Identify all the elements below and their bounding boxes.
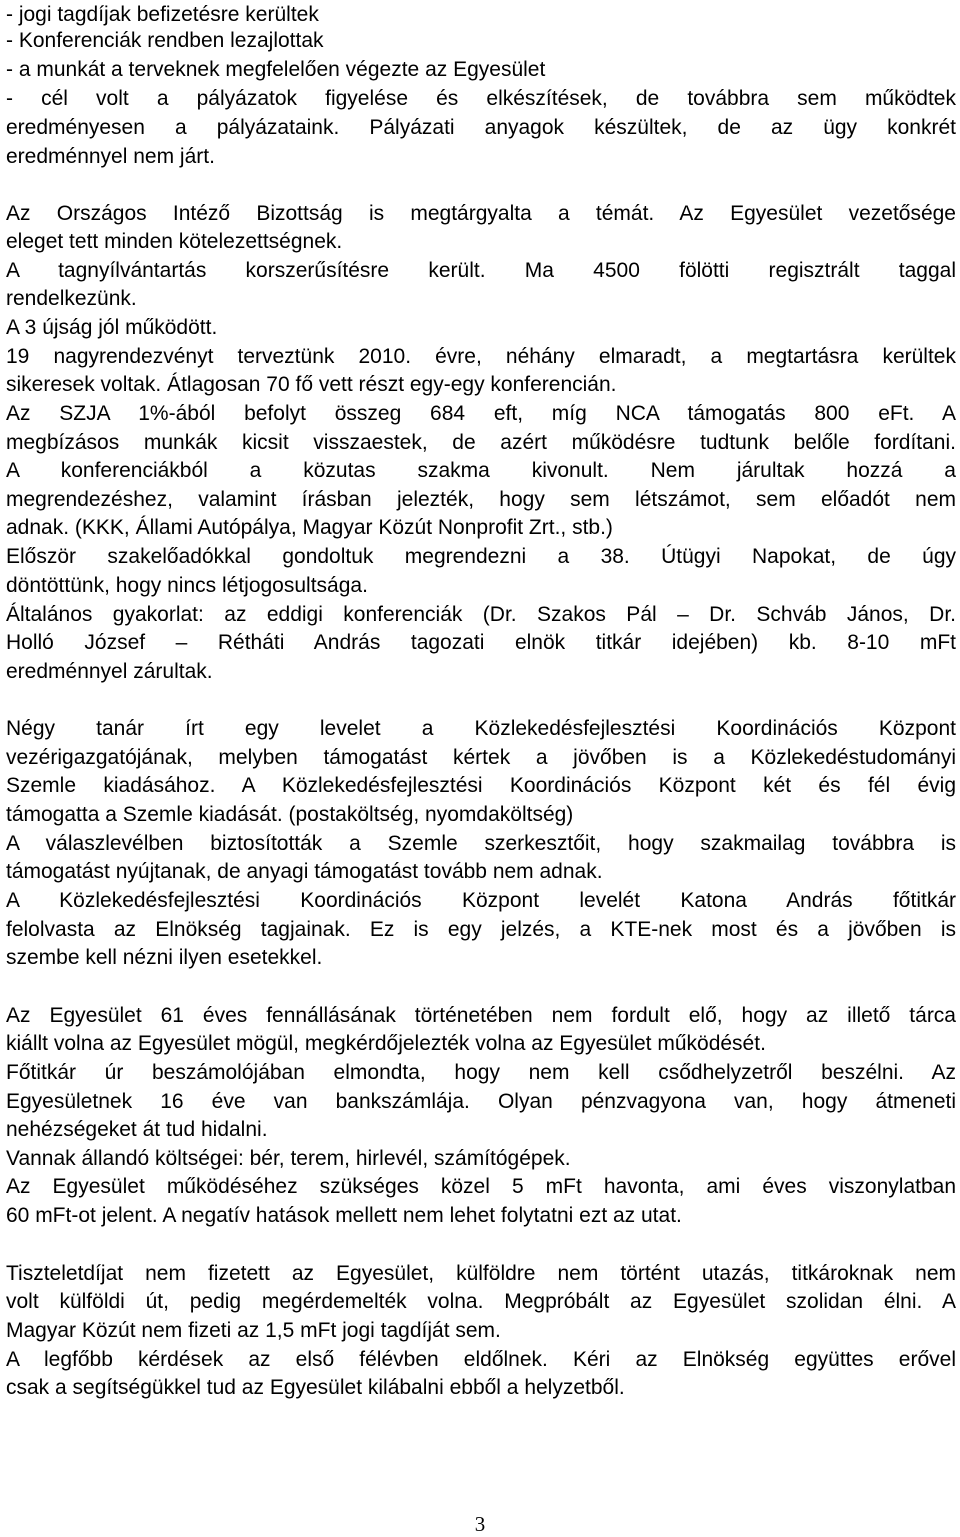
text-line: Főtitkár úr beszámolójában elmondta, hogy nem kell csődhelyzetről beszélni. Az <box>6 1061 956 1084</box>
text-line: Vannak állandó költségei: bér, terem, hirlevél, számítógépek. <box>6 1147 571 1170</box>
text-line: Holló József – Rétháti András tagozati elnök titkár idejében) kb. 8-10 mFt <box>6 631 956 654</box>
text-line: csak a segítségükkel tud az Egyesület kilábalni ebből a helyzetből. <box>6 1376 625 1399</box>
text-line: Általános gyakorlat: az eddigi konferenciák (Dr. Szakos Pál – Dr. Schváb János, Dr. <box>6 603 956 626</box>
text-line: - cél volt a pályázatok figyelése és elkészítések, de továbbra sem működtek <box>6 87 956 110</box>
text-line: megrendezéshez, valamint írásban jelezték, hogy sem létszámot, sem előadót nem <box>6 488 956 511</box>
text-line: rendelkezünk. <box>6 287 137 310</box>
text-line: Egyesületnek 16 éve van bankszámlája. Olyan pénzvagyona van, hogy átmeneti <box>6 1090 956 1113</box>
text-line: A válaszlevélben biztosították a Szemle szerkesztőit, hogy szakmailag továbbra is <box>6 832 956 855</box>
text-line: támogatást nyújtanak, de anyagi támogatást tovább nem adnak. <box>6 860 603 883</box>
page-number: 3 <box>474 1512 486 1536</box>
text-line: 19 nagyrendezvényt terveztünk 2010. évre, néhány elmaradt, a megtartásra kerültek <box>6 345 956 368</box>
text-line: A tagnyílvántartás korszerűsítésre került. Ma 4500 fölötti regisztrált taggal <box>6 259 956 282</box>
text-line: vezérigazgatójának, melyben támogatást kértek a jövőben is a Közlekedéstudományi <box>6 746 956 769</box>
text-line: A Közlekedésfejlesztési Koordinációs Központ levelét Katona András főtitkár <box>6 889 956 912</box>
text-line: nehézségeket át tud hidalni. <box>6 1118 268 1141</box>
text-line: adnak. (KKK, Állami Autópálya, Magyar Közút Nonprofit Zrt., stb.) <box>6 516 613 539</box>
text-line: - a munkát a terveknek megfelelően végezte az Egyesület <box>6 58 546 81</box>
text-line: Szemle kiadásához. A Közlekedésfejlesztési Koordinációs Központ két és fél évig <box>6 774 956 797</box>
text-line: eredménnyel zárultak. <box>6 660 213 683</box>
text-line: felolvasta az Elnökség tagjainak. Ez is egy jelzés, a KTE-nek most és a jövőben is <box>6 918 956 941</box>
text-line: - jogi tagdíjak befizetésre kerültek <box>6 3 319 26</box>
text-line: Az Országos Intéző Bizottság is megtárgyalta a témát. Az Egyesület vezetősége <box>6 202 956 225</box>
text-line: eredményesen a pályázataink. Pályázati anyagok készültek, de az ügy konkrét <box>6 116 956 139</box>
text-line: megbízásos munkák kicsit visszaestek, de azért működésre tudtunk belőle fordítani. <box>6 431 956 454</box>
text-line: 60 mFt-ot jelent. A negatív hatások mellett nem lehet folytatni ezt az utat. <box>6 1204 682 1227</box>
text-line: kiállt volna az Egyesület mögül, megkérdőjelezték volna az Egyesület működését. <box>6 1032 766 1055</box>
text-line: Négy tanár írt egy levelet a Közlekedésfejlesztési Koordinációs Központ <box>6 717 956 740</box>
text-line: szembe kell nézni ilyen esetekkel. <box>6 946 323 969</box>
text-line: Az Egyesület 61 éves fennállásának történetében nem fordult elő, hogy az illető tárca <box>6 1004 956 1027</box>
text-line: A legfőbb kérdések az első félévben eldőlnek. Kéri az Elnökség együttes erővel <box>6 1348 956 1371</box>
text-line: eredménnyel nem járt. <box>6 145 215 168</box>
text-line: döntöttünk, hogy nincs létjogosultsága. <box>6 574 368 597</box>
text-line: A konferenciákból a közutas szakma kivonult. Nem járultak hozzá a <box>6 459 956 482</box>
text-line: Az SZJA 1%-ából befolyt összeg 684 eft, míg NCA támogatás 800 eFt. A <box>6 402 956 425</box>
text-line: eleget tett minden kötelezettségnek. <box>6 230 343 253</box>
text-line: A 3 újság jól működött. <box>6 316 218 339</box>
text-line: Tiszteletdíjat nem fizetett az Egyesület, külföldre nem történt utazás, titkároknak nem <box>6 1262 956 1285</box>
text-line: támogatta a Szemle kiadását. (postaköltség, nyomdaköltség) <box>6 803 574 826</box>
text-line: Az Egyesület működéséhez szükséges közel 5 mFt havonta, ami éves viszonylatban <box>6 1175 956 1198</box>
text-line: Magyar Közút nem fizeti az 1,5 mFt jogi tagdíját sem. <box>6 1319 501 1342</box>
text-line: - Konferenciák rendben lezajlottak <box>6 29 324 52</box>
text-line: volt külföldi út, pedig megérdemelték volna. Megpróbált az Egyesület szolidan élni. A <box>6 1290 956 1313</box>
text-line: sikeresek voltak. Átlagosan 70 fő vett részt egy-egy konferencián. <box>6 373 617 396</box>
text-line: Először szakelőadókkal gondoltuk megrendezni a 38. Útügyi Napokat, de úgy <box>6 545 956 568</box>
